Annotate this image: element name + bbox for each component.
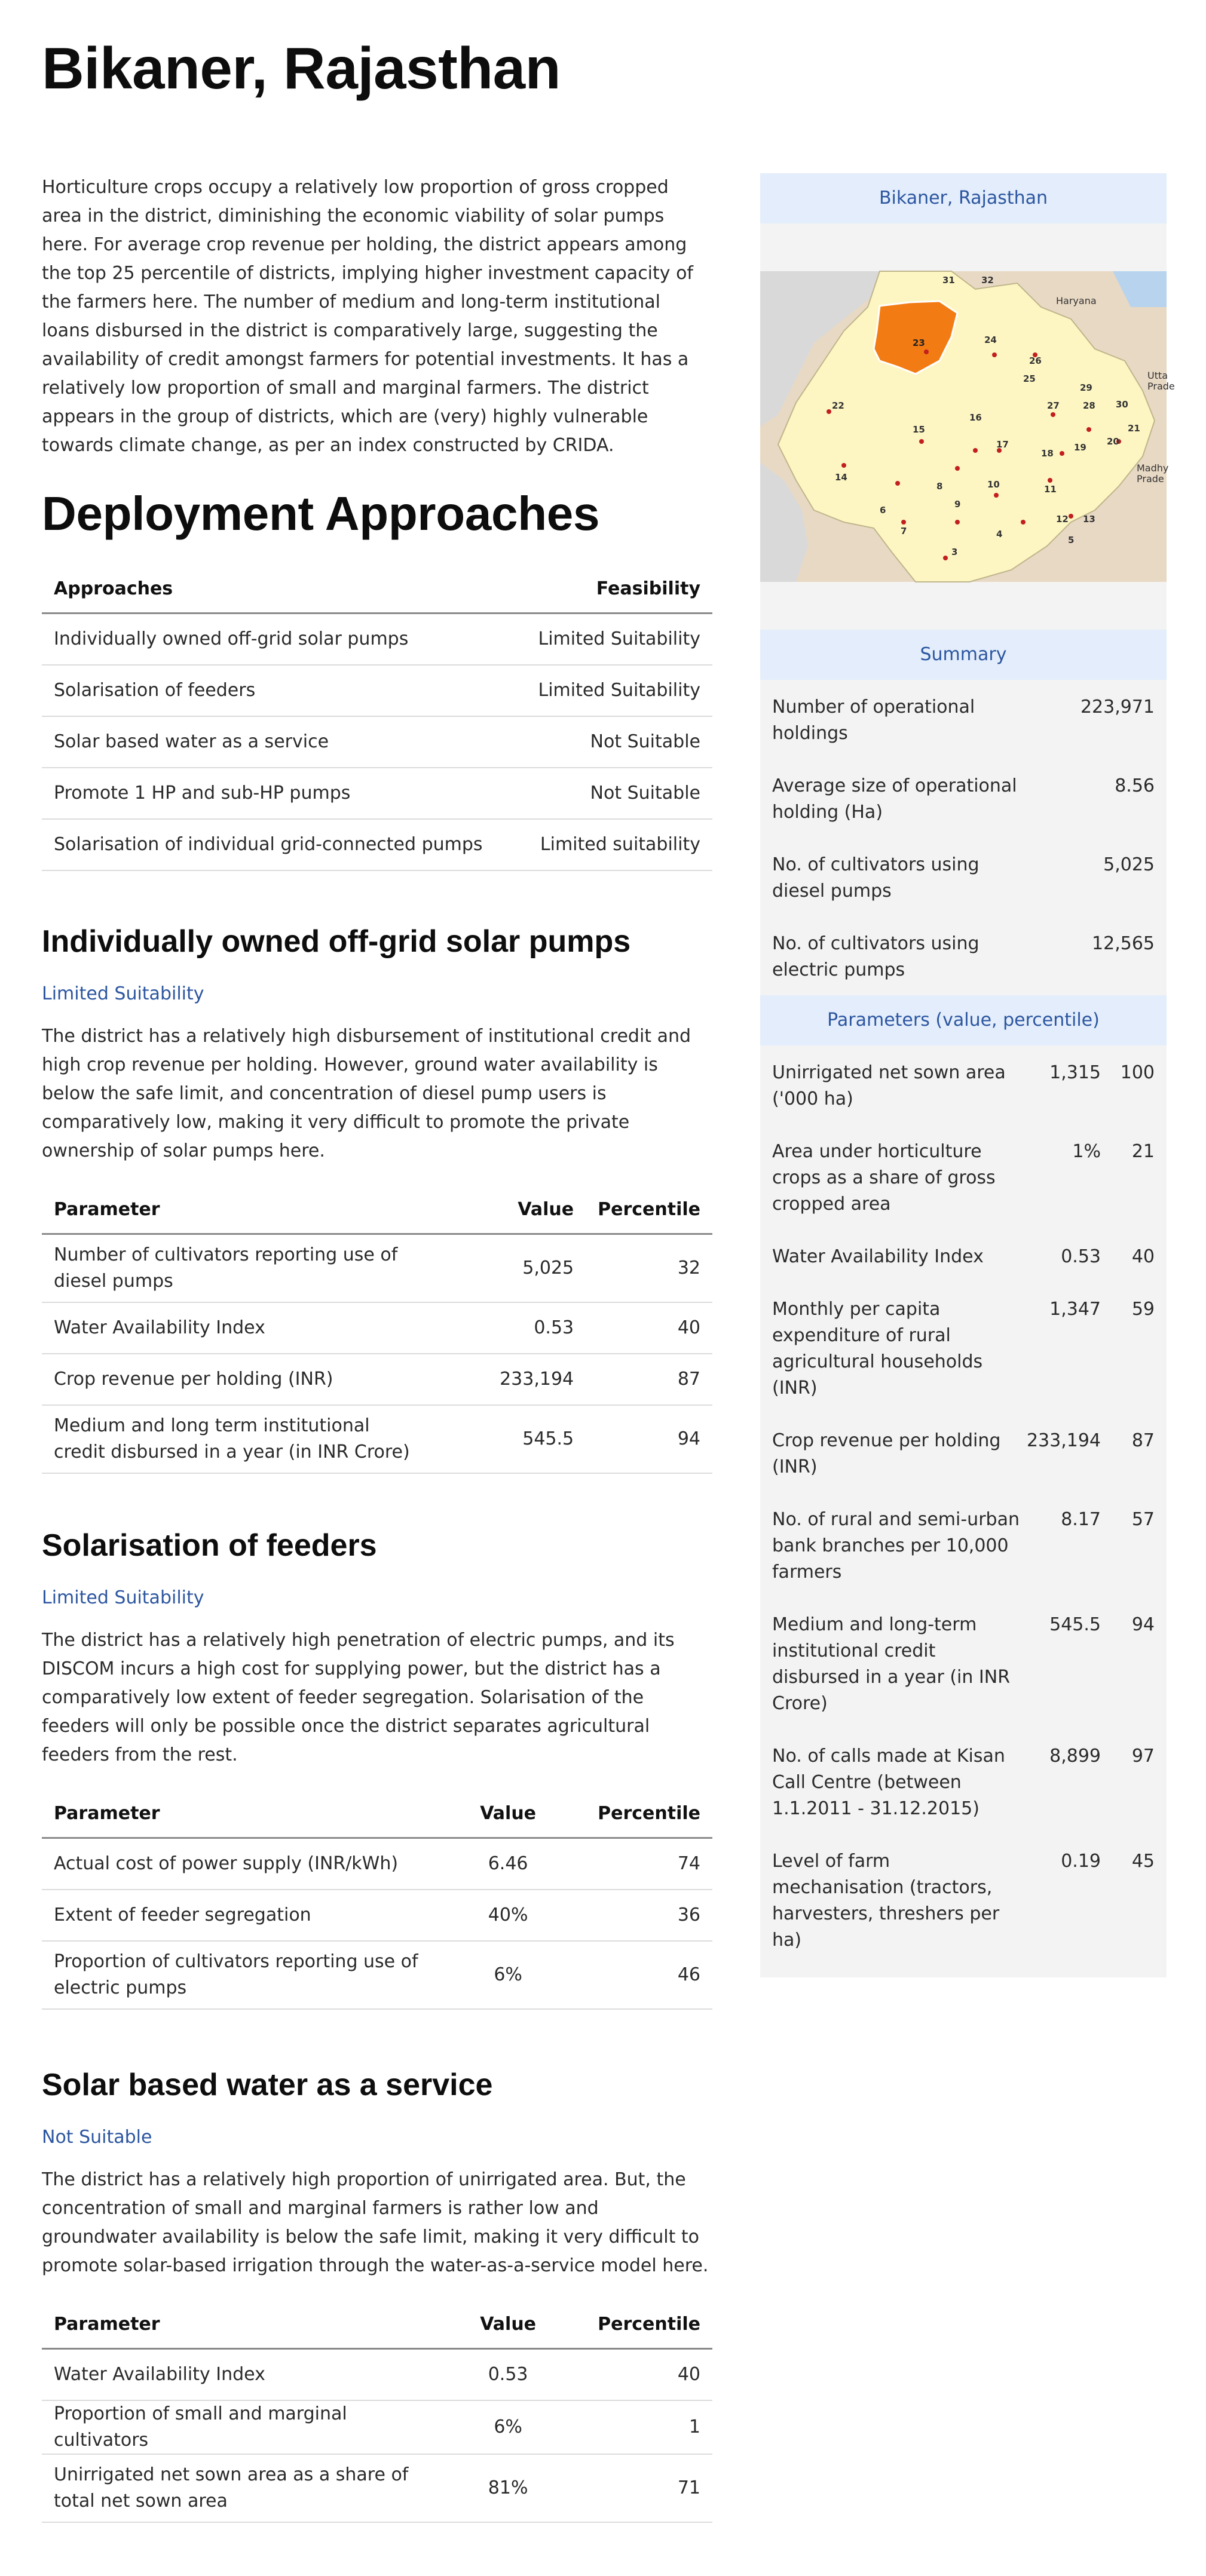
table-row	[42, 1890, 712, 1941]
parameter-name: Unirrigated net sown area as a share of total net sown area	[42, 2454, 430, 2522]
parameter-percentile: 46	[586, 1941, 712, 2009]
deployment-heading: Deployment Approaches	[42, 487, 600, 540]
main-column	[42, 173, 712, 2523]
map-district-number: 4	[996, 529, 1003, 539]
section-suitability: Limited Suitability	[42, 983, 204, 1004]
param-row	[760, 1045, 1167, 1124]
parameter-value: 81%	[430, 2454, 586, 2522]
param-row	[760, 1834, 1167, 1977]
section-text: The district has a relatively high penetration of electric pumps, and its DISCOM incurs a high cost for supplying power, but the district has a comparatively low extent of feeder segregation. Solarisation of the feeders will only be possible once the district separates agricultural feeders from the rest.	[42, 1630, 675, 1765]
approach-feasibility: Not Suitable	[517, 768, 712, 819]
parameter-value: 6%	[430, 1941, 586, 2009]
section-heading-offgrid: Individually owned off-grid solar pumps	[42, 924, 631, 959]
parameter-value: 6.46	[430, 1838, 586, 1890]
parameter-value: 233,194	[430, 1354, 586, 1405]
map-highlight-number: 23	[913, 338, 925, 348]
parameter-value: 6%	[430, 2400, 586, 2454]
parameter-percentile: 1	[586, 2400, 712, 2454]
param-row	[760, 1413, 1167, 1492]
col-parameter: Parameter	[42, 2314, 430, 2349]
parameter-name: Actual cost of power supply (INR/kWh)	[42, 1838, 430, 1890]
approach-feasibility: Limited Suitability	[517, 665, 712, 716]
param-percentile: 100	[1120, 1062, 1155, 1083]
col-value: Value	[430, 2314, 586, 2349]
district-map	[760, 271, 1175, 582]
parameter-percentile: 71	[586, 2454, 712, 2522]
table-row	[42, 1405, 712, 1473]
approach-name: Solarisation of feeders	[42, 665, 517, 716]
parameter-percentile: 94	[586, 1405, 712, 1473]
map-district-number: 12	[1056, 514, 1069, 525]
map-district-number: 13	[1083, 514, 1095, 525]
map-label-haryana: Haryana	[1056, 295, 1097, 306]
param-label: Medium and long-term institutional credit disbursed in a year (in INR Crore)	[772, 1614, 1011, 1714]
map-district-number: 18	[1041, 448, 1054, 459]
col-parameter: Parameter	[42, 1199, 430, 1234]
summary-label: No. of cultivators using diesel pumps	[772, 854, 980, 901]
section-suitability: Not Suitable	[42, 2127, 152, 2148]
parameter-value: 0.53	[430, 1302, 586, 1354]
parameter-percentile: 87	[586, 1354, 712, 1405]
map-district-number: 32	[981, 275, 994, 286]
parameter-name: Water Availability Index	[42, 1302, 430, 1354]
map-district-number: 5	[1068, 535, 1075, 545]
section-heading-feeders: Solarisation of feeders	[42, 1528, 377, 1563]
table-row	[42, 1941, 712, 2009]
param-label: Area under horticulture crops as a share of gross cropped area	[772, 1141, 996, 1215]
param-label: Crop revenue per holding (INR)	[772, 1430, 1001, 1477]
map-district-number: 11	[1044, 484, 1057, 495]
param-row	[760, 1282, 1167, 1413]
map-card-title: Bikaner, Rajasthan	[760, 173, 1167, 223]
feeders-parameter-table	[42, 1803, 712, 2010]
param-percentile: 57	[1131, 1509, 1155, 1530]
map-district-number: 21	[1128, 423, 1140, 434]
map-label-state: Utta	[1147, 370, 1168, 381]
param-percentile: 40	[1131, 1246, 1155, 1267]
parameter-percentile: 40	[586, 1302, 712, 1354]
table-row	[42, 2349, 712, 2401]
col-feasibility: Feasibility	[517, 578, 712, 614]
parameter-name: Crop revenue per holding (INR)	[42, 1354, 430, 1405]
parameter-name: Medium and long term institutional credit disbursed in a year (in INR Crore)	[42, 1405, 430, 1473]
map-district-number: 9	[954, 499, 961, 510]
map-district-number: 24	[984, 335, 997, 345]
param-percentile: 45	[1131, 1851, 1155, 1872]
section-text: The district has a relatively high proportion of unirrigated area. But, the concentration of small and marginal farmers is rather low and groundwater availability is below the safe limit, making it very difficult to promote solar-based irrigation through the water-as-a-service model here.	[42, 2169, 709, 2276]
section-suitability: Limited Suitability	[42, 1587, 204, 1608]
intro-paragraph: Horticulture crops occupy a relatively low proportion of gross cropped area in the district, diminishing the economic viability of solar pumps here. For average crop revenue per holding, the district appears among the top 25 percentile of districts, implying higher investment capacity of the farmers here. The number of medium and long-term institutional loans disbursed in the district is comparatively large, suggesting the availability of credit amongst farmers for potential investments. It has a relatively low proportion of small and marginal farmers. The district appears in the group of districts, which are (very) highly vulnerable towards climate change, as per an index constructed by CRIDA.	[42, 177, 693, 456]
map-district-number: 29	[1080, 382, 1092, 393]
table-row	[42, 614, 712, 666]
col-percentile: Percentile	[586, 2314, 712, 2349]
col-percentile: Percentile	[586, 1803, 712, 1838]
summary-value: 8.56	[1115, 775, 1155, 796]
section-text: The district has a relatively high disbursement of institutional credit and high crop revenue per holding. However, ground water availability is below the safe limit, and concentration of diesel pump users is comparatively low, making it very difficult to promote the private ownership of solar pumps here.	[42, 1026, 691, 1161]
table-row	[42, 665, 712, 716]
param-percentile: 87	[1131, 1430, 1155, 1451]
parameter-percentile: 36	[586, 1890, 712, 1941]
map-district-number: 17	[996, 439, 1009, 450]
parameter-value: 40%	[430, 1890, 586, 1941]
parameter-value: 545.5	[430, 1405, 586, 1473]
map-district-number: 22	[832, 400, 844, 411]
map-card	[760, 173, 1175, 630]
approach-feasibility: Limited suitability	[517, 819, 712, 870]
col-approaches: Approaches	[42, 578, 517, 614]
parameter-name: Water Availability Index	[42, 2349, 430, 2401]
map-label-state: Prade	[1137, 473, 1164, 484]
approach-name: Promote 1 HP and sub-HP pumps	[42, 768, 517, 819]
col-parameter: Parameter	[42, 1803, 430, 1838]
map-district-number: 19	[1074, 442, 1086, 453]
param-label: Unirrigated net sown area ('000 ha)	[772, 1062, 1006, 1109]
summary-label: No. of cultivators using electric pumps	[772, 933, 980, 980]
col-percentile: Percentile	[586, 1199, 712, 1234]
table-row	[42, 2400, 712, 2454]
table-row	[42, 1302, 712, 1354]
table-row	[42, 1838, 712, 1890]
map-district-number: 26	[1029, 355, 1042, 366]
parameter-name: Number of cultivators reporting use of diesel pumps	[42, 1234, 430, 1303]
approach-name: Solar based water as a service	[42, 716, 517, 768]
map-label-state: Madhy	[1137, 462, 1169, 474]
map-district-number: 31	[942, 275, 955, 286]
param-label: No. of rural and semi-urban bank branches per 10,000 farmers	[772, 1509, 1020, 1583]
deployment-table	[42, 578, 712, 871]
summary-label: Number of operational holdings	[772, 697, 975, 744]
summary-row	[760, 916, 1167, 995]
page-title: Bikaner, Rajasthan	[42, 35, 561, 101]
parameter-name: Proportion of small and marginal cultivators	[42, 2400, 430, 2454]
map-district-number: 10	[987, 479, 1000, 490]
table-row	[42, 1354, 712, 1405]
map-district-number: 15	[913, 424, 925, 435]
param-value: 1%	[1072, 1141, 1101, 1162]
map-district-number: 28	[1083, 400, 1095, 411]
rajasthan-map-image	[760, 271, 1175, 582]
param-value: 1,347	[1049, 1299, 1101, 1320]
table-row	[42, 819, 712, 870]
summary-card	[760, 630, 1167, 1977]
parameter-percentile: 32	[586, 1234, 712, 1303]
approach-name: Solarisation of individual grid-connected pumps	[42, 819, 517, 870]
param-row	[760, 1229, 1167, 1282]
summary-title: Summary	[760, 630, 1167, 680]
summary-row	[760, 680, 1167, 759]
map-district-number: 30	[1116, 399, 1128, 410]
summary-value: 5,025	[1103, 854, 1155, 875]
param-label: Monthly per capita expenditure of rural agricultural households (INR)	[772, 1299, 983, 1399]
parameter-percentile: 74	[586, 1838, 712, 1890]
map-label-state: Prade	[1147, 381, 1175, 392]
param-row	[760, 1597, 1167, 1729]
summary-label: Average size of operational holding (Ha)	[772, 775, 1017, 823]
param-label: Level of farm mechanisation (tractors, harvesters, threshers per ha)	[772, 1851, 1000, 1951]
param-percentile: 97	[1131, 1746, 1155, 1767]
sidebar	[760, 173, 1175, 1977]
param-value: 545.5	[1049, 1614, 1101, 1635]
map-district-number: 7	[901, 526, 907, 536]
approach-feasibility: Limited Suitability	[517, 614, 712, 666]
waas-parameter-table	[42, 2314, 712, 2523]
map-district-number: 20	[1107, 436, 1119, 447]
param-row	[760, 1124, 1167, 1229]
summary-value: 223,971	[1080, 697, 1155, 717]
map-district-number: 6	[880, 505, 886, 516]
offgrid-parameter-table	[42, 1199, 712, 1474]
parameter-name: Proportion of cultivators reporting use of electric pumps	[42, 1941, 430, 2009]
param-percentile: 21	[1131, 1141, 1155, 1162]
map-district-number: 14	[835, 472, 847, 483]
param-label: Water Availability Index	[772, 1246, 984, 1267]
param-value: 233,194	[1026, 1430, 1101, 1451]
map-district-number: 27	[1047, 400, 1060, 411]
map-district-number: 3	[951, 547, 958, 557]
table-row	[42, 768, 712, 819]
summary-row	[760, 759, 1167, 838]
param-row	[760, 1492, 1167, 1597]
col-value: Value	[430, 1199, 586, 1234]
param-percentile: 59	[1131, 1299, 1155, 1320]
col-value: Value	[430, 1803, 586, 1838]
approach-feasibility: Not Suitable	[517, 716, 712, 768]
table-row	[42, 1234, 712, 1303]
table-row	[42, 716, 712, 768]
map-district-number: 16	[969, 412, 982, 423]
param-value: 1,315	[1049, 1062, 1101, 1083]
param-value: 8,899	[1049, 1746, 1101, 1767]
table-row	[42, 2454, 712, 2522]
param-value: 0.53	[1061, 1246, 1101, 1267]
param-percentile: 94	[1131, 1614, 1155, 1635]
parameter-value: 5,025	[430, 1234, 586, 1303]
param-value: 8.17	[1061, 1509, 1101, 1530]
section-heading-waas: Solar based water as a service	[42, 2068, 493, 2102]
param-label: No. of calls made at Kisan Call Centre (between 1.1.2011 - 31.12.2015)	[772, 1746, 1005, 1819]
parameter-value: 0.53	[430, 2349, 586, 2401]
summary-row	[760, 838, 1167, 916]
param-row	[760, 1729, 1167, 1834]
parameter-percentile: 40	[586, 2349, 712, 2401]
approach-name: Individually owned off-grid solar pumps	[42, 614, 517, 666]
parameter-name: Extent of feeder segregation	[42, 1890, 430, 1941]
params-title: Parameters (value, percentile)	[760, 995, 1167, 1045]
map-district-number: 8	[936, 481, 943, 492]
param-value: 0.19	[1061, 1851, 1101, 1872]
summary-value: 12,565	[1092, 933, 1155, 954]
map-district-number: 25	[1023, 373, 1036, 384]
